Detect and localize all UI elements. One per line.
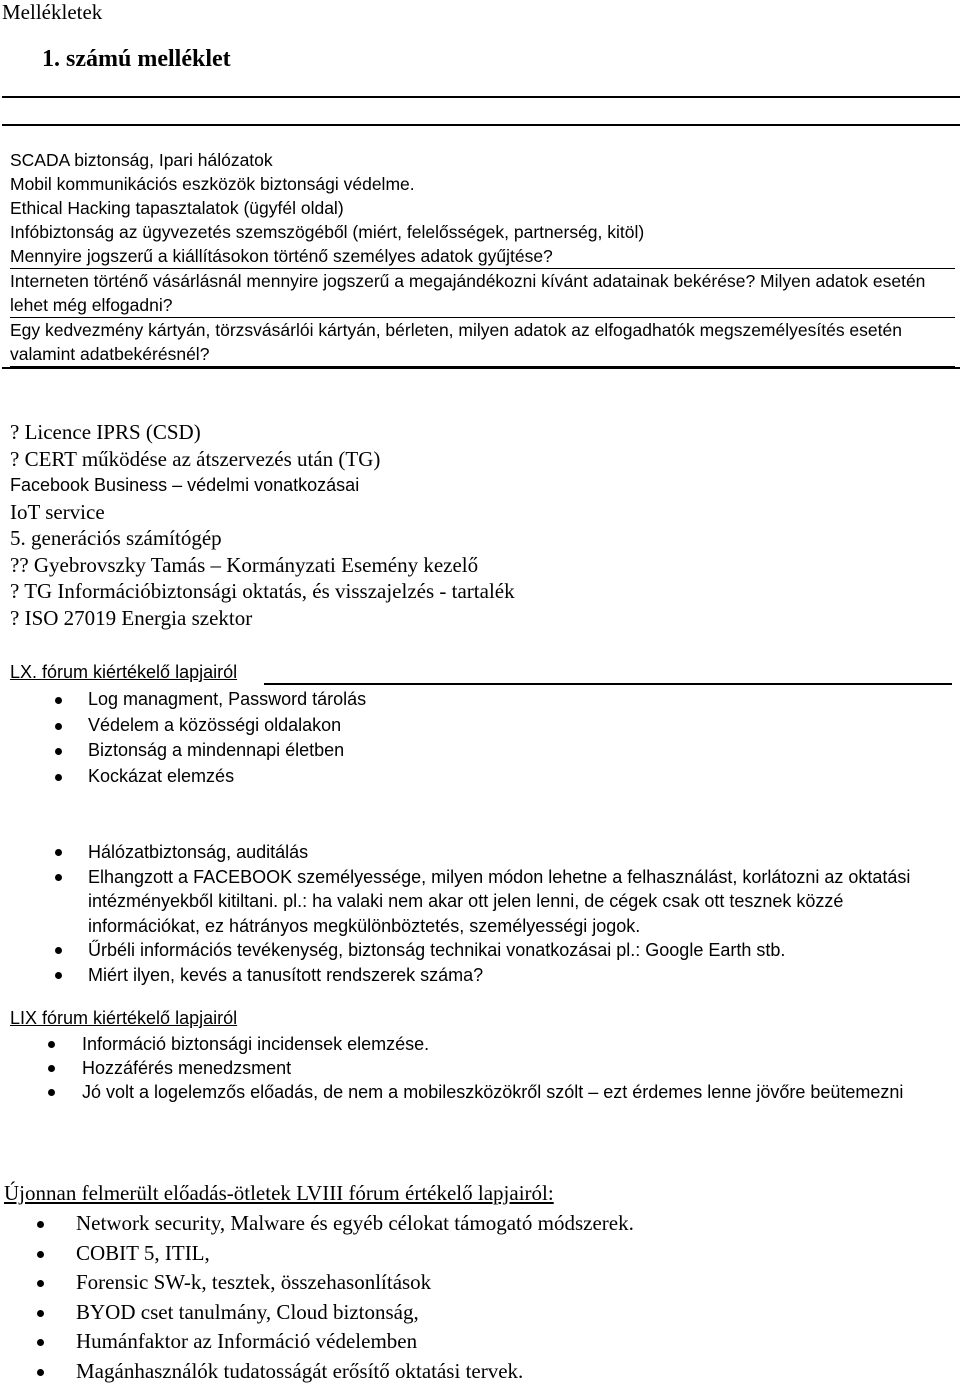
list-item: BYOD cset tanulmány, Cloud biztonság,: [76, 1298, 946, 1328]
divider-line: [2, 96, 960, 98]
list-item: Hálózatbiztonság, auditálás: [88, 840, 948, 865]
list-item: Network security, Malware és egyéb célokat támogató módszerek.: [76, 1209, 946, 1239]
topic-item: Mobil kommunikációs eszközök biztonsági védelme.: [10, 174, 415, 194]
section-heading-lix: LIX fórum kiértékelő lapjairól: [10, 1008, 238, 1028]
bullet-icon: [48, 1065, 55, 1072]
annex-title: 1. számú melléklet: [42, 46, 231, 72]
topic-item: Infóbiztonság az ügyvezetés szemszögéből (miért, felelősségek, partnerség, kitöl): [10, 222, 645, 242]
bullet-icon: [37, 1369, 44, 1376]
bullet-icon: [55, 748, 62, 755]
list-item: Miért ilyen, kevés a tanusított rendszerek száma?: [88, 963, 948, 988]
list-item: Log managment, Password tárolás: [88, 687, 948, 713]
topic-item: Ethical Hacking tapasztalatok (ügyfél oldal): [10, 198, 344, 218]
list-item: Hozzáférés menedzsment: [82, 1056, 952, 1080]
bullet-icon: [37, 1310, 44, 1317]
topic-item: Egy kedvezmény kártyán, törzsvásárlói kártyán, bérleten, milyen adatok az elfogadhatók megszemélyesítés esetén valamint adatbekérésnél?: [10, 318, 955, 367]
list-item: Magánhasználók tudatosságát erősítő oktatási tervek.: [76, 1357, 946, 1386]
bullet-icon: [37, 1251, 44, 1258]
bullet-icon: [55, 972, 62, 979]
bullet-icon: [37, 1339, 44, 1346]
event-list: [10, 419, 955, 631]
document-heading: Mellékletek: [2, 0, 103, 24]
bullet-icon: [37, 1280, 44, 1287]
event-item: ? ISO 27019 Energia szektor: [10, 605, 253, 630]
bullet-icon: [55, 947, 62, 954]
bullet-icon: [48, 1041, 55, 1048]
lx-list-group-2: [88, 840, 948, 987]
divider-line: [2, 124, 960, 126]
bullet-icon: [55, 697, 62, 704]
list-item: Űrbéli információs tevékenység, biztonság technikai vonatkozásai pl.: Google Earth stb.: [88, 938, 948, 963]
bullet-icon: [55, 723, 62, 730]
event-item: ? TG Információbiztonsági oktatás, és visszajelzés - tartalék: [10, 579, 515, 603]
list-item: Elhangzott a FACEBOOK személyessége, milyen módon lehetne a felhasználást, korlátozni az oktatási intézményekből kitiltani. pl.: ha valaki nem akar ott jelen lenni, de cégek csak ott tesznek közzé információkat, ez hátrányos megkülönböztetés, személyességi jogok.: [88, 865, 948, 939]
topic-item: SCADA biztonság, Ipari hálózatok: [10, 150, 273, 170]
lix-list: [82, 1032, 952, 1104]
bullet-icon: [48, 1089, 55, 1096]
event-item: ? CERT működése az átszervezés után (TG): [10, 446, 381, 471]
bullet-icon: [55, 849, 62, 856]
list-item: Forensic SW-k, tesztek, összehasonlítások: [76, 1268, 946, 1298]
list-item: Humánfaktor az Információ védelemben: [76, 1327, 946, 1357]
event-item: ?? Gyebrovszky Tamás – Kormányzati Esemény kezelő: [10, 552, 479, 577]
section-heading-lviii: Újonnan felmerült előadás-ötletek LVIII fórum értékelő lapjairól:: [4, 1181, 554, 1205]
divider-line: [264, 683, 952, 685]
section-heading-lx: LX. fórum kiértékelő lapjairól: [10, 662, 238, 682]
bullet-icon: [37, 1221, 44, 1228]
list-item: COBIT 5, ITIL,: [76, 1239, 946, 1269]
topic-item: Mennyire jogszerű a kiállításokon történő személyes adatok gyűjtése?: [10, 244, 955, 269]
list-item: Védelem a közösségi oldalakon: [88, 713, 948, 739]
list-item: Kockázat elemzés: [88, 764, 948, 790]
topic-list: [10, 148, 955, 367]
lx-list-group-1: [88, 687, 948, 789]
list-item: Információ biztonsági incidensek elemzése.: [82, 1032, 952, 1056]
lviii-list: [76, 1209, 946, 1386]
divider-line: [2, 367, 960, 369]
event-item: IoT service: [10, 499, 105, 524]
bullet-icon: [55, 774, 62, 781]
list-item: Jó volt a logelemzős előadás, de nem a mobileszközökről szólt – ezt érdemes lenne jövőre beütemezni: [82, 1080, 952, 1104]
topic-item: Interneten történő vásárlásnál mennyire jogszerű a megajándékozni kívánt adatainak bekérése? Milyen adatok esetén lehet még elfogadni?: [10, 269, 955, 318]
event-item: 5. generációs számítógép: [10, 526, 222, 550]
bullet-icon: [55, 874, 62, 881]
event-item: ? Licence IPRS (CSD): [10, 420, 201, 444]
event-item: Facebook Business – védelmi vonatkozásai: [10, 475, 360, 495]
list-item: Biztonság a mindennapi életben: [88, 738, 948, 764]
